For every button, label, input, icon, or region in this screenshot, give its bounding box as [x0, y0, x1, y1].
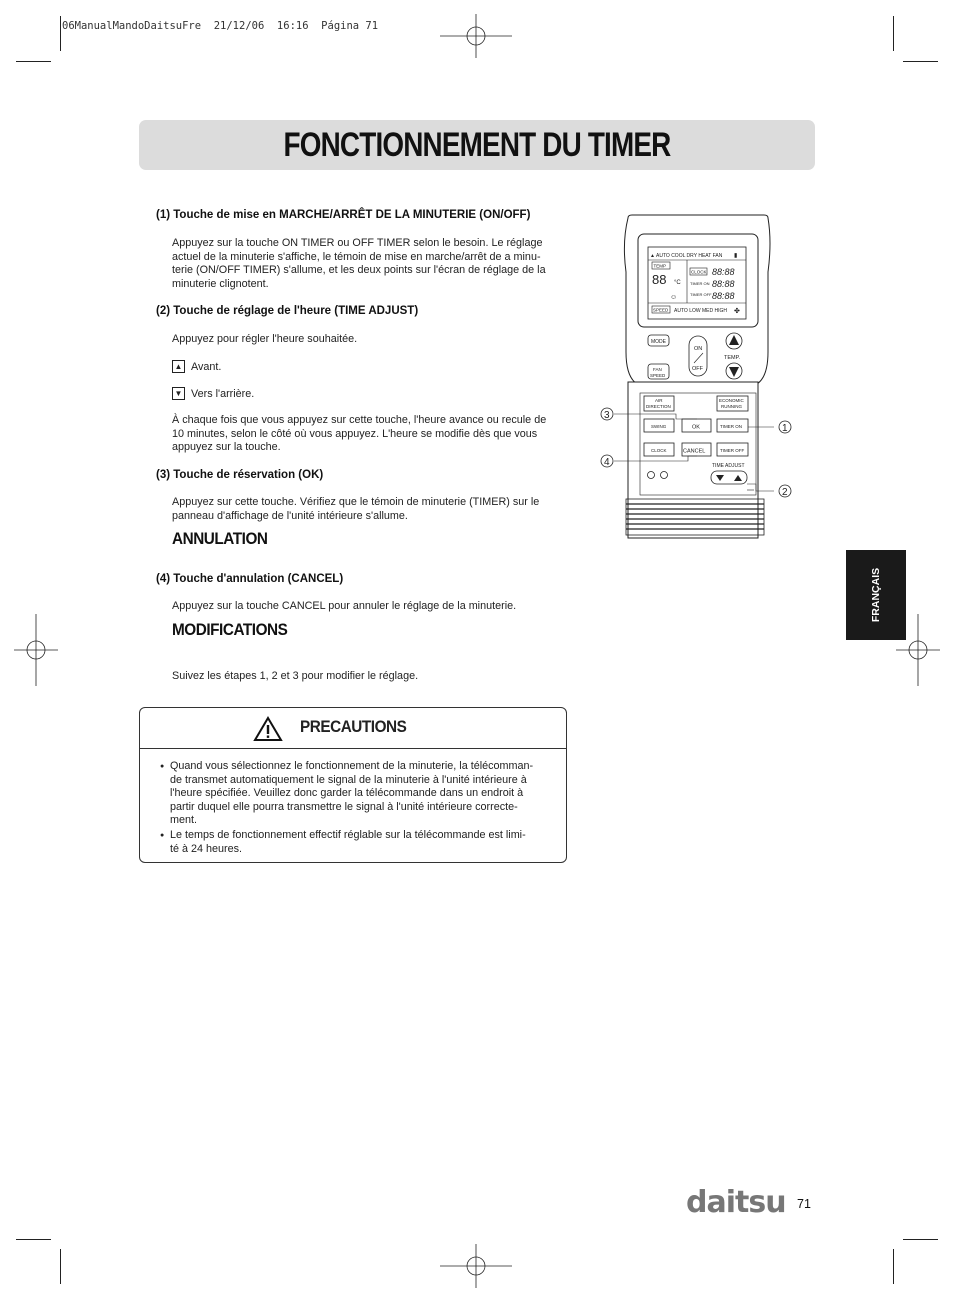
callout-4: 4 [604, 457, 610, 468]
language-tab [846, 550, 906, 640]
print-header: 06ManualMandoDaitsuFre 21/12/06 16:16 Página 71 [62, 20, 379, 32]
remote-control-illustration [596, 212, 802, 542]
backward-label: Vers l'arrière. [191, 387, 255, 400]
registration-mark-left [14, 614, 58, 686]
lcd-temp-tag: TEMP [653, 263, 667, 269]
svg-text:TIMER OFF: TIMER OFF [720, 448, 745, 453]
lcd-timer-off-digits: 88:88 [712, 291, 735, 301]
backward-row [172, 387, 254, 400]
bullet-icon: ● [160, 763, 165, 770]
annulation-heading: ANNULATION [172, 529, 268, 548]
callout-3: 3 [604, 410, 610, 421]
modifications-heading: MODIFICATIONS [172, 620, 288, 639]
svg-text:AIR: AIR [655, 398, 663, 403]
svg-text:CLOCK: CLOCK [651, 448, 667, 453]
forward-label: Avant. [191, 360, 222, 373]
svg-text:DIRECTION: DIRECTION [646, 404, 671, 409]
svg-text:SPEED: SPEED [650, 373, 666, 378]
lcd-battery-icon: ▮ [734, 253, 738, 259]
daitsu-logo: daitsu [686, 1185, 786, 1220]
time-adjust-label: TIME ADJUST [712, 463, 745, 469]
svg-text:SWING: SWING [651, 424, 667, 429]
title-band [139, 120, 815, 170]
step-2-intro: Appuyez pour régler l'heure souhaitée. [172, 333, 358, 345]
lcd-speed-tag: SPEED [653, 307, 669, 313]
svg-text:OFF: OFF [692, 366, 703, 372]
callout-2: 2 [782, 487, 788, 498]
lcd-timer-on-tag: TIMER ON [690, 281, 710, 286]
svg-text:OK: OK [692, 424, 700, 431]
precautions-header [140, 708, 566, 749]
registration-mark-top [440, 14, 512, 58]
precaution-item: ● Le temps de fonctionnement effectif réglable sur la télécommande est limi- té à 24 heures. [160, 829, 526, 855]
registration-mark-bottom [440, 1244, 512, 1288]
forward-row [172, 360, 221, 373]
step-3-text: Appuyez sur cette touche. Vérifiez que le témoin de minuterie (TIMER) sur le panneau d'affichage de l'unité intérieure s'allume. [172, 496, 540, 522]
svg-text:CANCEL: CANCEL [683, 448, 706, 455]
step-2-heading: (2) Touche de réglage de l'heure (TIME ADJUST) [156, 305, 419, 317]
lcd-mode-arrow-icon: ▲ [650, 253, 655, 259]
lcd-temp-digits: 88 [652, 272, 667, 287]
step-2-text: À chaque fois que vous appuyez sur cette touche, l'heure avance ou recule de 10 minutes, selon le côté où vous appuyez. L'heure se modifie dès que vous appuyez sur la touche. [172, 414, 547, 454]
down-arrow-icon: ▼ [172, 387, 185, 400]
annulation-text: Appuyez sur la touche CANCEL pour annuler le réglage de la minuterie. [172, 600, 517, 612]
bullet-icon: ● [160, 832, 165, 839]
page-title: FONCTIONNEMENT DU TIMER [283, 126, 671, 164]
lcd-fan-icon: ✤ [734, 308, 740, 315]
lcd-clock-tag: CLOCK [691, 269, 707, 275]
lcd-celsius: °C [674, 280, 681, 286]
lcd-timer-on-digits: 88:88 [712, 279, 735, 289]
precautions-heading: PRECAUTIONS [300, 717, 407, 736]
precautions-box [139, 707, 567, 863]
svg-text:RUNNING: RUNNING [721, 404, 742, 409]
language-tab-label: FRANÇAIS [870, 567, 882, 623]
step-3-heading: (3) Touche de réservation (OK) [156, 469, 324, 481]
lcd-timer-off-tag: TIMER OFF [690, 292, 712, 297]
up-arrow-icon: ▲ [172, 360, 185, 373]
temp-label: TEMP. [724, 355, 741, 361]
svg-text:ECONOMIC: ECONOMIC [719, 398, 744, 403]
lcd-clock-digits: 88:88 [712, 267, 735, 277]
svg-text:FAN: FAN [653, 367, 662, 372]
svg-text:ON: ON [694, 346, 703, 352]
warning-icon [253, 716, 283, 742]
svg-text:TIMER ON: TIMER ON [720, 424, 742, 429]
modifications-text: Suivez les étapes 1, 2 et 3 pour modifier le réglage. [172, 670, 419, 682]
svg-text:MODE: MODE [651, 339, 666, 345]
page-number: 71 [797, 1197, 811, 1211]
lcd-smiley-icon: ☺ [670, 294, 678, 301]
step-1-heading: (1) Touche de mise en MARCHE/ARRÊT DE LA MINUTERIE (ON/OFF) [156, 209, 531, 221]
precaution-item: ● Quand vous sélectionnez le fonctionnement de la minuterie, la télécomman- de transmet automatiquement le signal de la minuterie à l'unité intérieure à l'heure spécifiée. Veuillez donc garder la télécommande dans un endroit à partir duquel elle pourra transmettre le signal à l'unité intérieure correcte- ment. [160, 760, 534, 827]
step-1-text: Appuyez sur la touche ON TIMER ou OFF TIMER selon le besoin. Le réglage actuel de la minuterie s'affiche, le témoin de mise en marche/arrêt de a minu- terie (ON/OFF TIMER) s'allume, et les deux points sur l'écran de réglage de la minuterie clignotent. [172, 237, 546, 290]
lcd-speeds-text: AUTO LOW MED HIGH [674, 308, 727, 314]
callout-1: 1 [782, 423, 788, 434]
step-4-heading: (4) Touche d'annulation (CANCEL) [156, 573, 344, 585]
lcd-modes-text: AUTO COOL DRY HEAT FAN [656, 253, 723, 259]
